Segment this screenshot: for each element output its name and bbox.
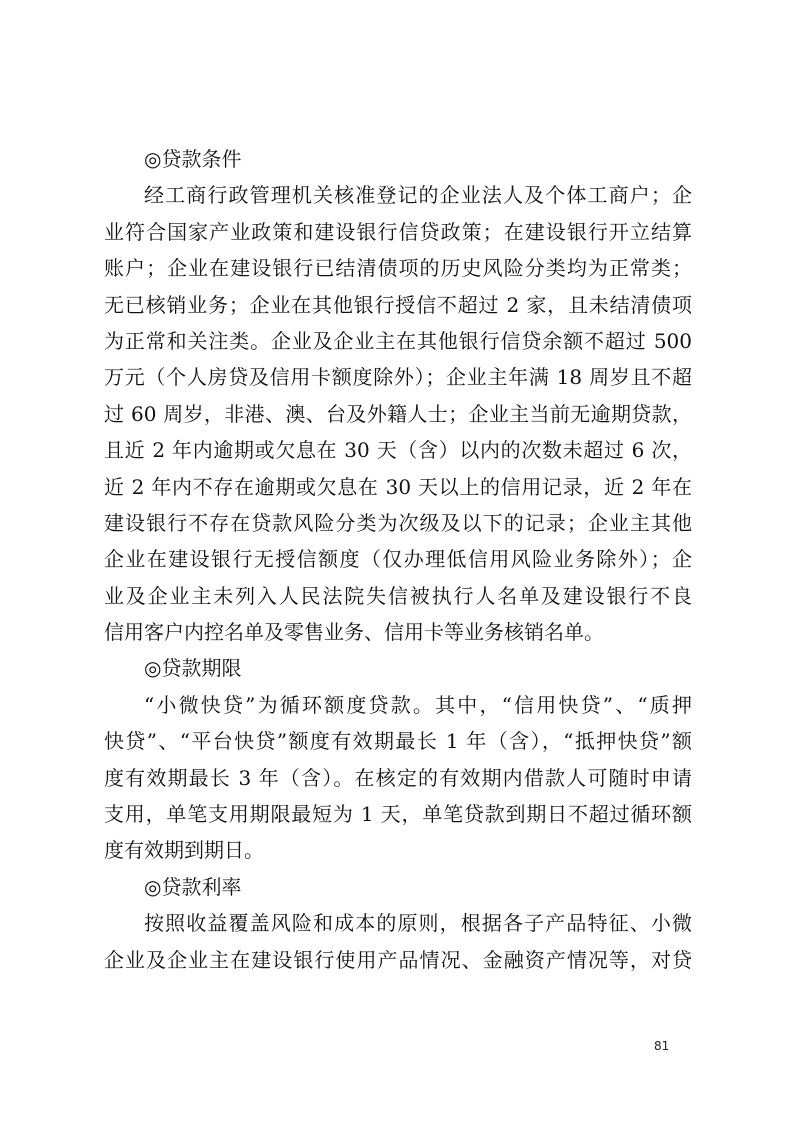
paragraph-line: 信用客户内控名单及零售业务、信用卡等业务核销名单。 <box>104 620 604 645</box>
section-heading-loan-interest-rate: ◎贷款利率 <box>144 874 242 899</box>
document-body <box>104 141 692 978</box>
page-number: 81 <box>654 1039 670 1053</box>
paragraph-line: 近 2 年内不存在逾期或欠息在 30 天以上的信用记录，近 2 年在 <box>104 474 692 499</box>
paragraph-line: 且近 2 年内逾期或欠息在 30 天（含）以内的次数未超过 6 次， <box>104 438 692 463</box>
paragraph-line: 经工商行政管理机关核准登记的企业法人及个体工商户；企 <box>144 183 692 208</box>
paragraph-line: 账户；企业在建设银行已结清债项的历史风险分类均为正常类； <box>104 256 692 281</box>
paragraph-line: 万元（个人房贷及信用卡额度除外）；企业主年满 18 周岁且不超 <box>104 365 692 390</box>
paragraph-line: “小微快贷”为循环额度贷款。其中，“信用快贷”、“质押 <box>144 692 692 717</box>
paragraph-line: 度有效期最长 3 年（含）。在核定的有效期内借款人可随时申请 <box>104 765 692 790</box>
paragraph-line: 按照收益覆盖风险和成本的原则，根据各子产品特征、小微 <box>144 911 692 936</box>
paragraph-line: 度有效期到期日。 <box>104 838 264 863</box>
paragraph-line: 企业在建设银行无授信额度（仅办理低信用风险业务除外）；企 <box>104 547 692 572</box>
paragraph-line: 支用，单笔支用期限最短为 1 天，单笔贷款到期日不超过循环额 <box>104 802 692 827</box>
section-heading-loan-conditions: ◎贷款条件 <box>144 147 242 171</box>
paragraph-line: 无已核销业务；企业在其他银行授信不超过 2 家，且未结清债项 <box>104 292 692 317</box>
paragraph-line: 企业及企业主在建设银行使用产品情况、金融资产情况等，对贷 <box>104 947 692 972</box>
paragraph-line: 业符合国家产业政策和建设银行信贷政策；在建设银行开立结算 <box>104 219 692 244</box>
paragraph-line: 为正常和关注类。企业及企业主在其他银行信贷余额不超过 500 <box>104 328 692 353</box>
section-heading-loan-term: ◎贷款期限 <box>144 656 242 681</box>
paragraph-line: 建设银行不存在贷款风险分类为次级及以下的记录；企业主其他 <box>104 510 692 535</box>
paragraph-line: 过 60 周岁，非港、澳、台及外籍人士；企业主当前无逾期贷款， <box>104 401 692 426</box>
paragraph-line: 业及企业主未列入人民法院失信被执行人名单及建设银行不良 <box>104 583 692 608</box>
paragraph-line: 快贷”、“平台快贷”额度有效期最长 1 年（含），“抵押快贷”额 <box>104 729 692 754</box>
